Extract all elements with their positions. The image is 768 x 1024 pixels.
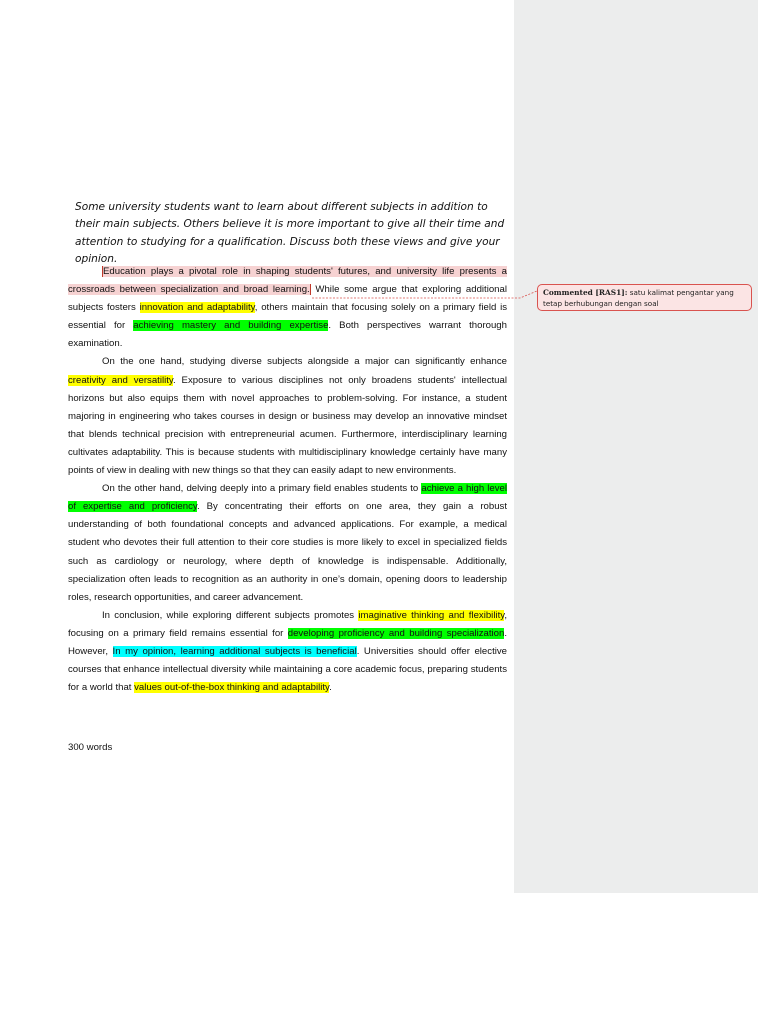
paragraph-conclusion[interactable] <box>68 607 507 697</box>
comment-balloon[interactable] <box>537 284 752 311</box>
text-run: On the one hand, studying diverse subjects alongside a major can significantly enhance <box>102 356 507 368</box>
text-run: . By concentrating their efforts on one area, they gain a robust understanding of both foundational concepts and advanced applications. For example, a medical student who devotes their full attention to their core studies is more likely to excel in specialized fields such as cardiology or neurology, where depth of knowledge is indispensable. Additionally, specialization often leads to recognition as an authority in one’s domain, opening doors to leadership roles, research opportunities, and career advancement. <box>68 501 508 603</box>
highlight-green: developing proficiency and building specialization <box>287 627 505 639</box>
highlight-yellow: imaginative thinking and flexibility <box>358 609 505 621</box>
highlight-yellow: creativity and versatility <box>68 374 173 386</box>
paragraph-body-2[interactable] <box>68 480 507 607</box>
text-run: . Universities should offer elective courses that enhance intellectual diversity while maintaining a core academic focus, preparing students for a world that <box>68 645 507 694</box>
highlight-green: achieve a high level of expertise and proficiency <box>68 483 507 513</box>
text-run: . Exposure to various disciplines not only broadens students' intellectual horizons but also equips them with novel approaches to problem-solving. For instance, a student majoring in engineering who takes courses in design or business may develop an innovative mindset that blends technical precision with entrepreneurial acumen. Furthermore, interdisciplinary learning cultivates adaptability. This is because students with multidisciplinary knowledge certainly have many points of view in dealing with new things so that they can easily adapt to new environments. <box>68 374 507 477</box>
text-run: While some argue that exploring additional subjects fosters <box>68 284 507 314</box>
highlight-green: achieving mastery and building expertise <box>133 320 329 332</box>
paragraph-body-1[interactable] <box>68 353 507 480</box>
paragraph-intro[interactable] <box>68 263 507 353</box>
highlight-yellow: values out-of-the-box thinking and adaptability <box>134 682 330 694</box>
text-run: , focusing on a primary field remains essential for <box>68 609 507 639</box>
comment-text: satu kalimat pengantar yang tetap berhubungan dengan soal <box>543 288 734 308</box>
essay-prompt: Some university students want to learn about different subjects in addition to their main subjects. Others believe it is more important to give all their time and attention to studying for a qualification. Discuss both these views and give your opinion. <box>75 201 505 266</box>
text-run: . However, <box>68 627 508 657</box>
comment-pane <box>514 0 758 893</box>
essay-body[interactable] <box>68 263 507 697</box>
comment-author: Commented [RAS1]: <box>543 288 628 297</box>
highlight-yellow: innovation and adaptability <box>139 302 255 314</box>
word-count: 300 words <box>68 742 113 753</box>
commented-text[interactable]: Education plays a pivotal role in shaping students' futures, and university life presents a crossroads between specialization and broad learning. <box>68 266 507 296</box>
text-run: , others maintain that focusing solely on a primary field is essential for <box>68 302 507 332</box>
text-run: . <box>329 682 332 694</box>
text-run: On the other hand, delving deeply into a primary field enables students to <box>102 483 422 495</box>
text-run: In conclusion, while exploring different subjects promotes <box>102 609 359 621</box>
highlight-cyan: In my opinion, learning additional subjects is beneficial <box>112 645 357 657</box>
text-run: . Both perspectives warrant thorough examination. <box>68 320 507 350</box>
